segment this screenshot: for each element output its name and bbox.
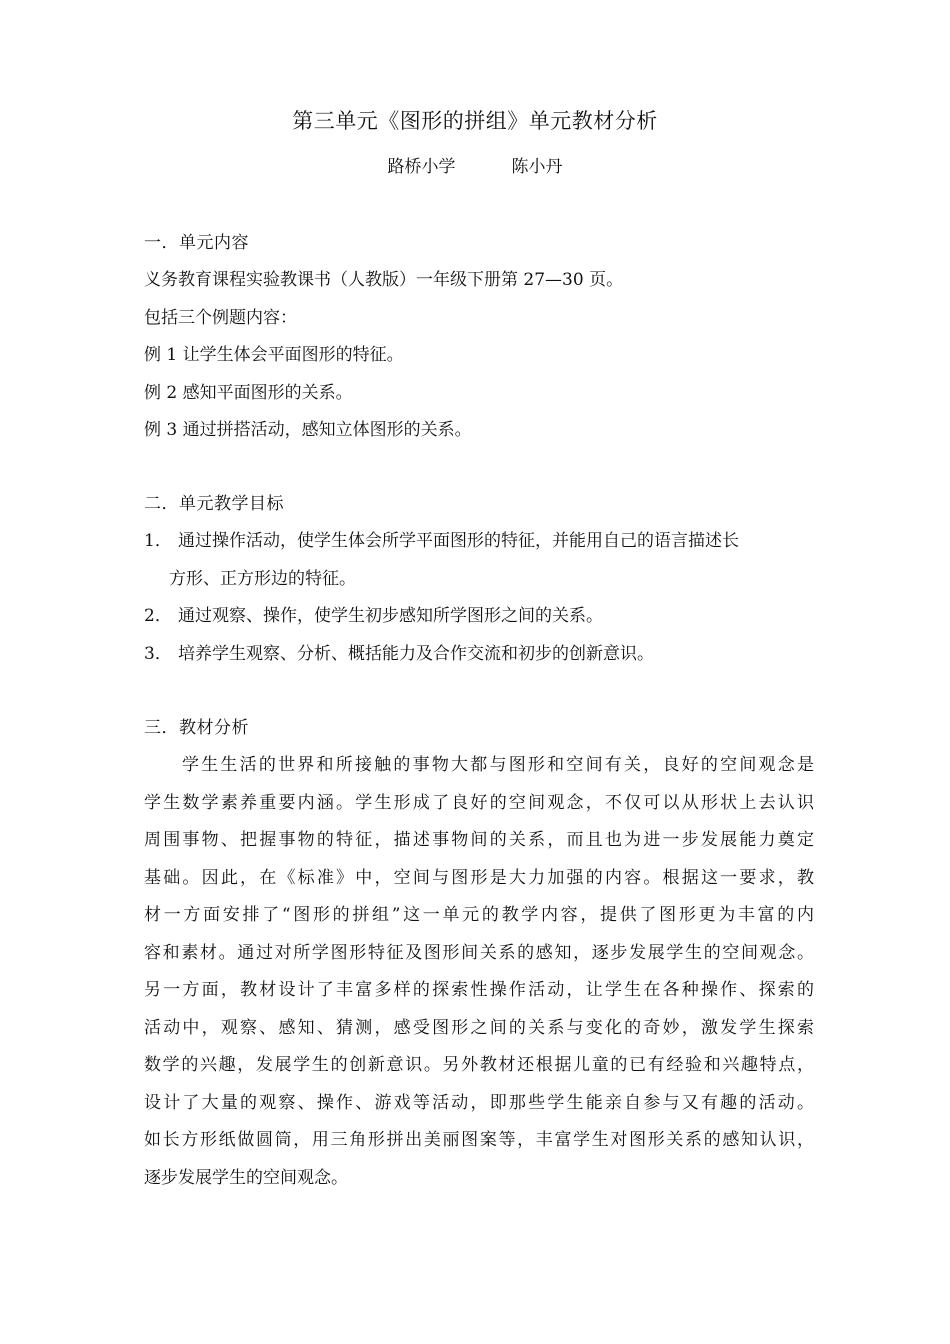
paragraph-line: 容和素材。通过对所学图形特征及图形间关系的感知，逐步发展学生的空间观念。 [144, 943, 814, 963]
section-2-heading: 二．单元教学目标 [144, 494, 284, 514]
paragraph-line: 学生数学素养重要内涵。学生形成了良好的空间观念，不仅可以从形状上去认识 [144, 793, 814, 813]
goal-item [144, 640, 814, 668]
goal-item [144, 602, 814, 630]
paragraph-line: 材一方面安排了“图形的拼组”这一单元的教学内容，提供了图形更为丰富的内 [144, 905, 814, 925]
section-1-line: 例 1 让学生体会平面图形的特征。 [144, 345, 404, 365]
paragraph-line: 另一方面，教材设计了丰富多样的探索性操作活动，让学生在各种操作、探索的 [144, 980, 814, 1000]
author-name: 陈小丹 [511, 157, 563, 177]
goal-number: 2． [144, 606, 172, 626]
section-1-line: 义务教育课程实验教课书（人教版）一年级下册第 27—30 页。 [144, 270, 624, 290]
goal-number: 3． [144, 644, 172, 664]
section-3-heading: 三．教材分析 [144, 718, 249, 738]
paragraph-line: 周围事物、把握事物的特征，描述事物间的关系，而且也为进一步发展能力奠定 [144, 830, 814, 850]
school-name: 路桥小学 [387, 157, 456, 177]
goal-item [144, 527, 814, 555]
goal-text: 培养学生观察、分析、概括能力及合作交流和初步的创新意识。 [178, 644, 654, 664]
paragraph-line: 学生生活的世界和所接触的事物大都与图形和空间有关，良好的空间观念是 [182, 755, 814, 775]
goal-text: 通过操作活动，使学生体会所学平面图形的特征，并能用自己的语言描述长 [178, 531, 739, 551]
author-line [0, 153, 950, 181]
goal-text-continued: 方形、正方形边的特征。 [169, 569, 356, 589]
paragraph-line: 数学的兴趣，发展学生的创新意识。另外教材还根据儿童的已有经验和兴趣特点， [144, 1055, 814, 1075]
section-1-line: 例 3 通过拼搭活动，感知立体图形的关系。 [144, 420, 472, 440]
section-1-heading: 一．单元内容 [144, 233, 249, 253]
paragraph-line: 如长方形纸做圆筒，用三角形拼出美丽图案等，丰富学生对图形关系的感知认识， [144, 1130, 814, 1150]
goal-text: 通过观察、操作，使学生初步感知所学图形之间的关系。 [178, 606, 603, 626]
document-title: 第三单元《图形的拼组》单元教材分析 [292, 109, 658, 133]
paragraph-line: 基础。因此，在《标准》中，空间与图形是大力加强的内容。根据这一要求，教 [144, 868, 814, 888]
paragraph-line: 活动中，观察、感知、猜测，感受图形之间的关系与变化的奇妙，激发学生探索 [144, 1018, 814, 1038]
paragraph-line: 逐步发展学生的空间观念。 [144, 1168, 348, 1188]
section-1-line: 包括三个例题内容： [144, 308, 297, 328]
section-1-line: 例 2 感知平面图形的关系。 [144, 383, 353, 403]
goal-number: 1． [144, 531, 172, 551]
paragraph-line: 设计了大量的观察、操作、游戏等活动，即那些学生能亲自参与又有趣的活动。 [144, 1093, 814, 1113]
